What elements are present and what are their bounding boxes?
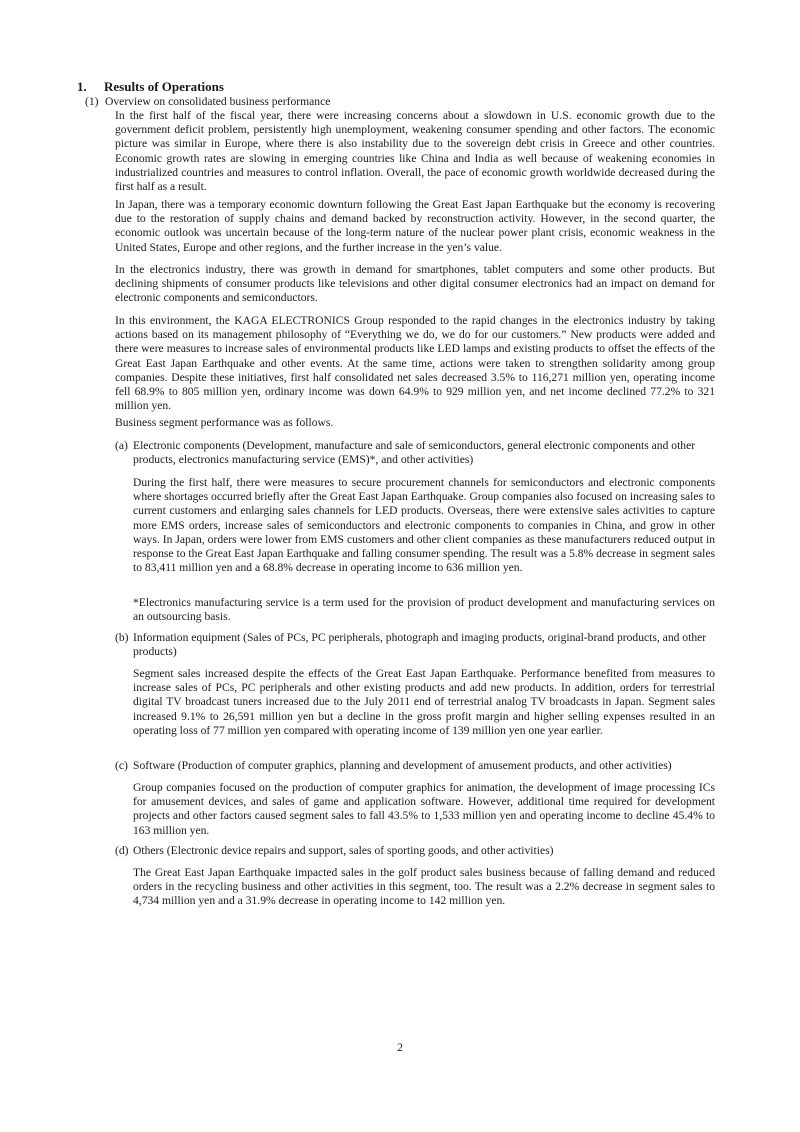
segment-label: (b) [115,631,129,644]
subsection-heading [85,95,330,109]
page-number: 2 [397,1041,403,1054]
segment-heading-others [115,844,733,858]
segment-heading-text: Software (Production of computer graphics, planning and development of amusement products, and other activities) [133,759,672,772]
overview-paragraph-4: In this environment, the KAGA ELECTRONICS Group responded to the rapid changes in the electronics industry by taking actions based on its management philosophy of “Everything we do, we do for our customers.” New products were added and there were measures to increase sales of environmental products like LED lamps and existing products to offset the effects of the Great East Japan Earthquake and other events. At the same time, actions were taken to strengthen solidarity among group companies. Despite these initiatives, first half consolidated net sales decreased 3.5% to 116,271 million yen, operating income fell 68.9% to 805 million yen, ordinary income was down 64.9% to 929 million yen, and net income declined 77.2% to 321 million yen. [115,314,715,413]
section-number: 1. [77,79,87,94]
overview-paragraph-3: In the electronics industry, there was growth in demand for smartphones, tablet computers and some other products. But declining shipments of consumer products like televisions and other digital consumer electronics had an impact on demand for electronic components and semiconductors. [115,263,715,305]
subsection-number: (1) [85,95,99,108]
subsection-title: Overview on consolidated business performance [105,95,331,108]
segment-heading-software [115,759,733,773]
segment-body-electronic-components: During the first half, there were measures to secure procurement channels for semiconductors and electronic components where shortages occurred briefly after the Great East Japan Earthquake. Group companies also focused on increasing sales to current customers and enlarging sales channels for LED products. Overseas, there were extensive sales activities to capture more EMS orders, increase sales of semiconductors and electronic components to companies in China, and grow in other ways. In Japan, orders were lower from EMS customers and other client companies as these manufacturers reduced output in response to the Great East Japan Earthquake and falling consumer spending. The result was a 5.8% decrease in segment sales to 83,411 million yen and a 68.8% decrease in operating income to 636 million yen. [133,476,715,575]
segment-footnote-ems: *Electronics manufacturing service is a term used for the provision of product development and manufacturing services on an outsourcing basis. [133,596,715,624]
segment-heading-text: Others (Electronic device repairs and support, sales of sporting goods, and other activities) [133,844,554,857]
section-heading [77,79,224,95]
segment-label: (d) [115,844,129,857]
overview-paragraph-2: In Japan, there was a temporary economic downturn following the Great East Japan Earthquake but the economy is recovering due to the restoration of supply chains and demand backed by reconstruction activity. However, in the second quarter, the economic outlook was uncertain because of the long-term nature of the nuclear power plant crisis, economic weakness in the United States, Europe and other regions, and the further increase in the yen’s value. [115,198,715,254]
section-title: Results of Operations [104,79,224,94]
segment-label: (a) [115,439,128,452]
segment-body-information-equipment: Segment sales increased despite the effects of the Great East Japan Earthquake. Performance benefited from measures to increase sales of PCs, PC peripherals and other existing products and add new products. In addition, orders for terrestrial digital TV broadcast tuners increased due to the July 2011 end of terrestrial analog TV broadcasts in Japan. Segment sales increased 9.1% to 26,591 million yen but a decline in the gross profit margin and higher selling expenses resulted in an operating loss of 77 million yen compared with operating income of 139 million yen one year earlier. [133,667,715,737]
segment-label: (c) [115,759,128,772]
segment-body-others: The Great East Japan Earthquake impacted sales in the golf product sales business because of falling demand and reduced orders in the recycling business and other activities in this segment, too. The result was a 2.2% decrease in segment sales to 4,734 million yen and a 31.9% decrease in operating income to 142 million yen. [133,866,715,908]
overview-paragraph-5: Business segment performance was as follows. [115,416,334,429]
segment-heading-information-equipment [115,631,733,659]
segment-body-software: Group companies focused on the production of computer graphics for animation, the development of image processing ICs for amusement devices, and sales of game and application software. However, additional time required for development projects and other factors caused segment sales to fall 43.5% to 1,533 million yen and operating income to decline 45.4% to 163 million yen. [133,781,715,837]
overview-paragraph-1: In the first half of the fiscal year, there were increasing concerns about a slowdown in U.S. economic growth due to the government deficit problem, persistently high unemployment, weakening consumer spending and other factors. The economic picture was similar in Europe, where there is also instability due to the sovereign debt crisis in Greece and other countries. Economic growth rates are slowing in emerging countries like China and India as well because of weakening economies in industrialized countries and measures to control inflation. Overall, the pace of economic growth worldwide decreased during the first half as a result. [115,109,715,194]
segment-heading-text: Electronic components (Development, manufacture and sale of semiconductors, general electronic components and other products, electronics manufacturing service (EMS)*, and other activities) [133,439,696,467]
segment-heading-text: Information equipment (Sales of PCs, PC peripherals, photograph and imaging products, original-brand products, and other products) [133,631,707,659]
segment-heading-electronic-components [115,439,733,467]
